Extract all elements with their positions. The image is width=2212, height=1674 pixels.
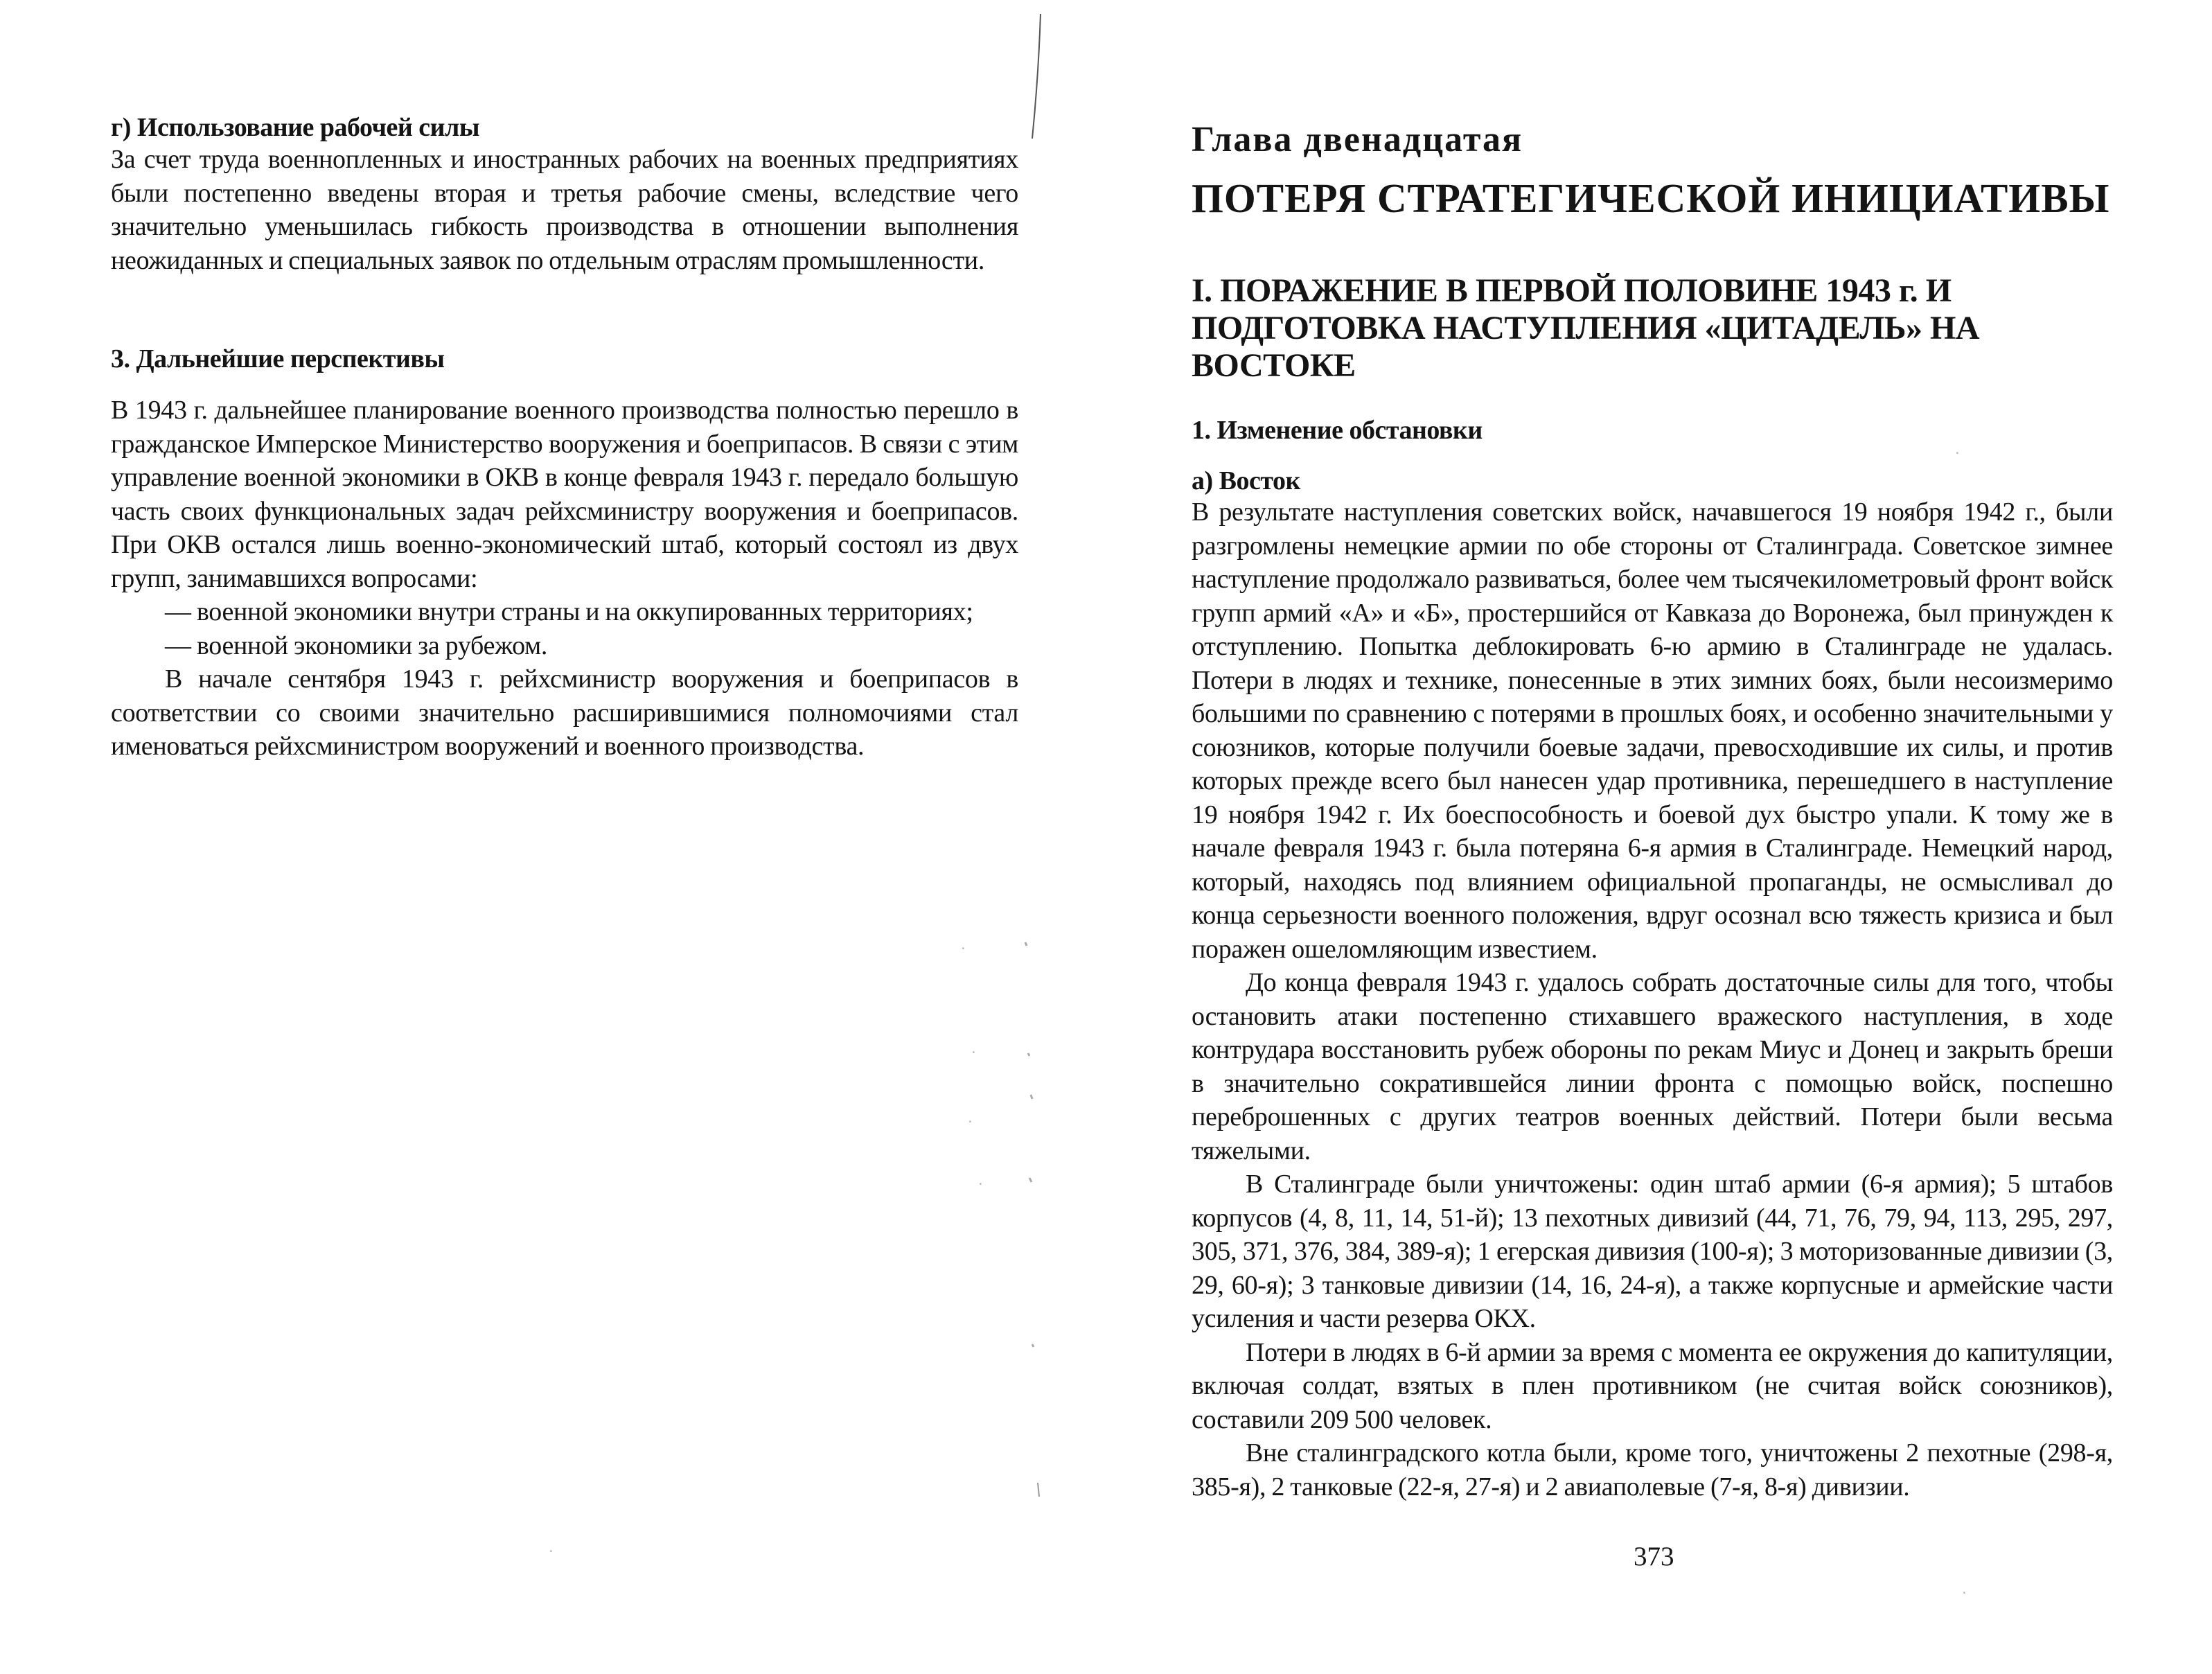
- subsection-a-title: а) Восток: [1192, 466, 1300, 495]
- section-3-list-item-1: — военной экономики внутри страны и на оккупированных территориях;: [165, 597, 973, 626]
- scan-speck: ·: [970, 1046, 977, 1060]
- section-3-title: 3. Дальнейшие перспективы: [111, 344, 445, 373]
- section-3-list-item-2: — военной экономики за рубежом.: [165, 631, 548, 660]
- scan-speck: ·: [977, 1177, 984, 1192]
- section-3-paragraph-1: В 1943 г. дальнейшее планирование военного производства полностью перешло в гражданское Имперское Министерство вооружения и боеприпасов. В связи с этим управление военной экономики в ОКВ в конце февраля 1943 г. передало большую часть своих функциональных задач рейхсминистру вооружения и боеприпасов. При ОКВ остался лишь военно-экономический штаб, который состоял из двух групп, занимавшихся вопросами:: [111, 396, 1018, 593]
- scan-speck: ·: [966, 1115, 974, 1129]
- gutter-mark: [1029, 1178, 1032, 1182]
- scan-speck: ·: [1961, 1586, 1968, 1601]
- gutter-mark: [1031, 1095, 1032, 1099]
- paragraph-2: До конца февраля 1943 г. удалось собрать достаточные силы для того, чтобы остановить атаки постепенно стихавшего вражеского наступления, в ходе контрудара восстановить рубеж обороны по рекам Миус и Донец и закрыть бреши в значительно сократившейся линии фронта с помощью войск, поспешно переброшенных с других театров военных действий. Потери были весьма тяжелыми.: [1192, 968, 2113, 1165]
- gutter-mark: [1032, 1344, 1034, 1347]
- section-title-line-1: I. ПОРАЖЕНИЕ В ПЕРВОЙ ПОЛОВИНЕ 1943 г. И: [1192, 272, 1952, 309]
- paragraph-3: В Сталинграде были уничтожены: один штаб армии (6-я армия); 5 штабов корпусов (4, 8, 11, 14, 51-й); 13 пехотных дивизий (44, 71, 76, 79, 94, 113, 295, 297, 305, 371, 376, 384, 389-я); 1 егерская дивизия (100-я); 3 моторизованные дивизии (3, 29, 60-я); 3 танковые дивизии (14, 16, 24-я), а также корпусные и армейские части усиления и части резерва ОКХ.: [1192, 1170, 2113, 1333]
- subsection-g-text: За счет труда военнопленных и иностранных рабочих на военных предприятиях были постепенно введены вторая и третья рабочие смены, вследствие чего значительно уменьшилась гибкость производства в отношении выполнения неожиданных и специальных заявок по отдельным отраслям промышленности.: [111, 145, 1018, 275]
- paragraph-5: Вне сталинградского котла были, кроме того, уничтожены 2 пехотные (298-я, 385-я), 2 танковые (22-я, 27-я) и 2 авиаполевые (7-я, 8-я) дивизии.: [1192, 1438, 2113, 1501]
- left-page: [0, 0, 1101, 1674]
- section-title-line-3: ВОСТОКЕ: [1192, 347, 1356, 384]
- paragraph-4: Потери в людях в 6-й армии за время с момента ее окружения до капитуляции, включая солдат, взятых в плен противником (не считая войск союзников), составили 209 500 человек.: [1192, 1337, 2113, 1434]
- chapter-title: ПОТЕРЯ СТРАТЕГИЧЕСКОЙ ИНИЦИАТИВЫ: [1192, 175, 2110, 221]
- paragraph-1: В результате наступления советских войск, начавшегося 19 ноября 1942 г., были разгромлены немецкие армии по обе стороны от Сталинграда. Советское зимнее наступление продолжало развиваться, более чем тысячекилометровый фронт войск групп армий «А» и «Б», простершийся от Кавказа до Воронежа, был принужден к отступлению. Попытка деблокировать 6-ю армию в Сталинграде не удалась. Потери в людях и технике, понесенные в этих зимних боях, были несоизмеримо большими по сравнению с потерями в прошлых боях, и особенно значительными у союзников, которые получили боевые задачи, превосходившие их силы, и против которых прежде всего был нанесен удар противника, перешедшего в наступление 19 ноября 1942 г. Их боеспособность и боевой дух быстро упали. К тому же в начале февраля 1943 г. была потеряна 6-я армия в Сталинграде. Немецкий народ, который, находясь под влиянием официальной пропаганды, не осмысливал до конца серьезности военного положения, вдруг осознал всю тяжесть кризиса и был поражен ошеломляющим известием.: [1192, 497, 2113, 964]
- section-3-body: [111, 394, 1018, 764]
- chapter-label: Глава двенадцатая: [1192, 120, 1523, 159]
- section-3-paragraph-2: В начале сентября 1943 г. рейхсминистр вооружения и боеприпасов в соответствии со своими значительно расширившимися полномочиями стал именоваться рейхсминистром вооружений и военного производства.: [111, 664, 1018, 761]
- gutter-mark: [1038, 1483, 1039, 1497]
- right-page: [1101, 0, 2212, 1674]
- gutter-mark: [1025, 942, 1027, 946]
- gutter-mark: [1028, 1053, 1029, 1056]
- section-title-line-2: ПОДГОТОВКА НАСТУПЛЕНИЯ «ЦИТАДЕЛЬ» НА: [1192, 310, 1980, 346]
- subsection-a-body: [1192, 495, 2113, 1504]
- subsection-1-title: 1. Изменение обстановки: [1192, 416, 1483, 445]
- book-gutter: [998, 14, 1074, 1580]
- page-number: 373: [1634, 1542, 1674, 1571]
- gutter-stroke: [1032, 14, 1041, 139]
- gutter-line-graphic: [998, 14, 1074, 1580]
- scan-speck: ·: [1954, 446, 1961, 461]
- scan-speck: ·: [547, 1544, 555, 1559]
- scan-speck: ·: [959, 942, 967, 956]
- section-title: [1192, 272, 2051, 385]
- subsection-g-title: г) Использование рабочей силы: [111, 113, 480, 142]
